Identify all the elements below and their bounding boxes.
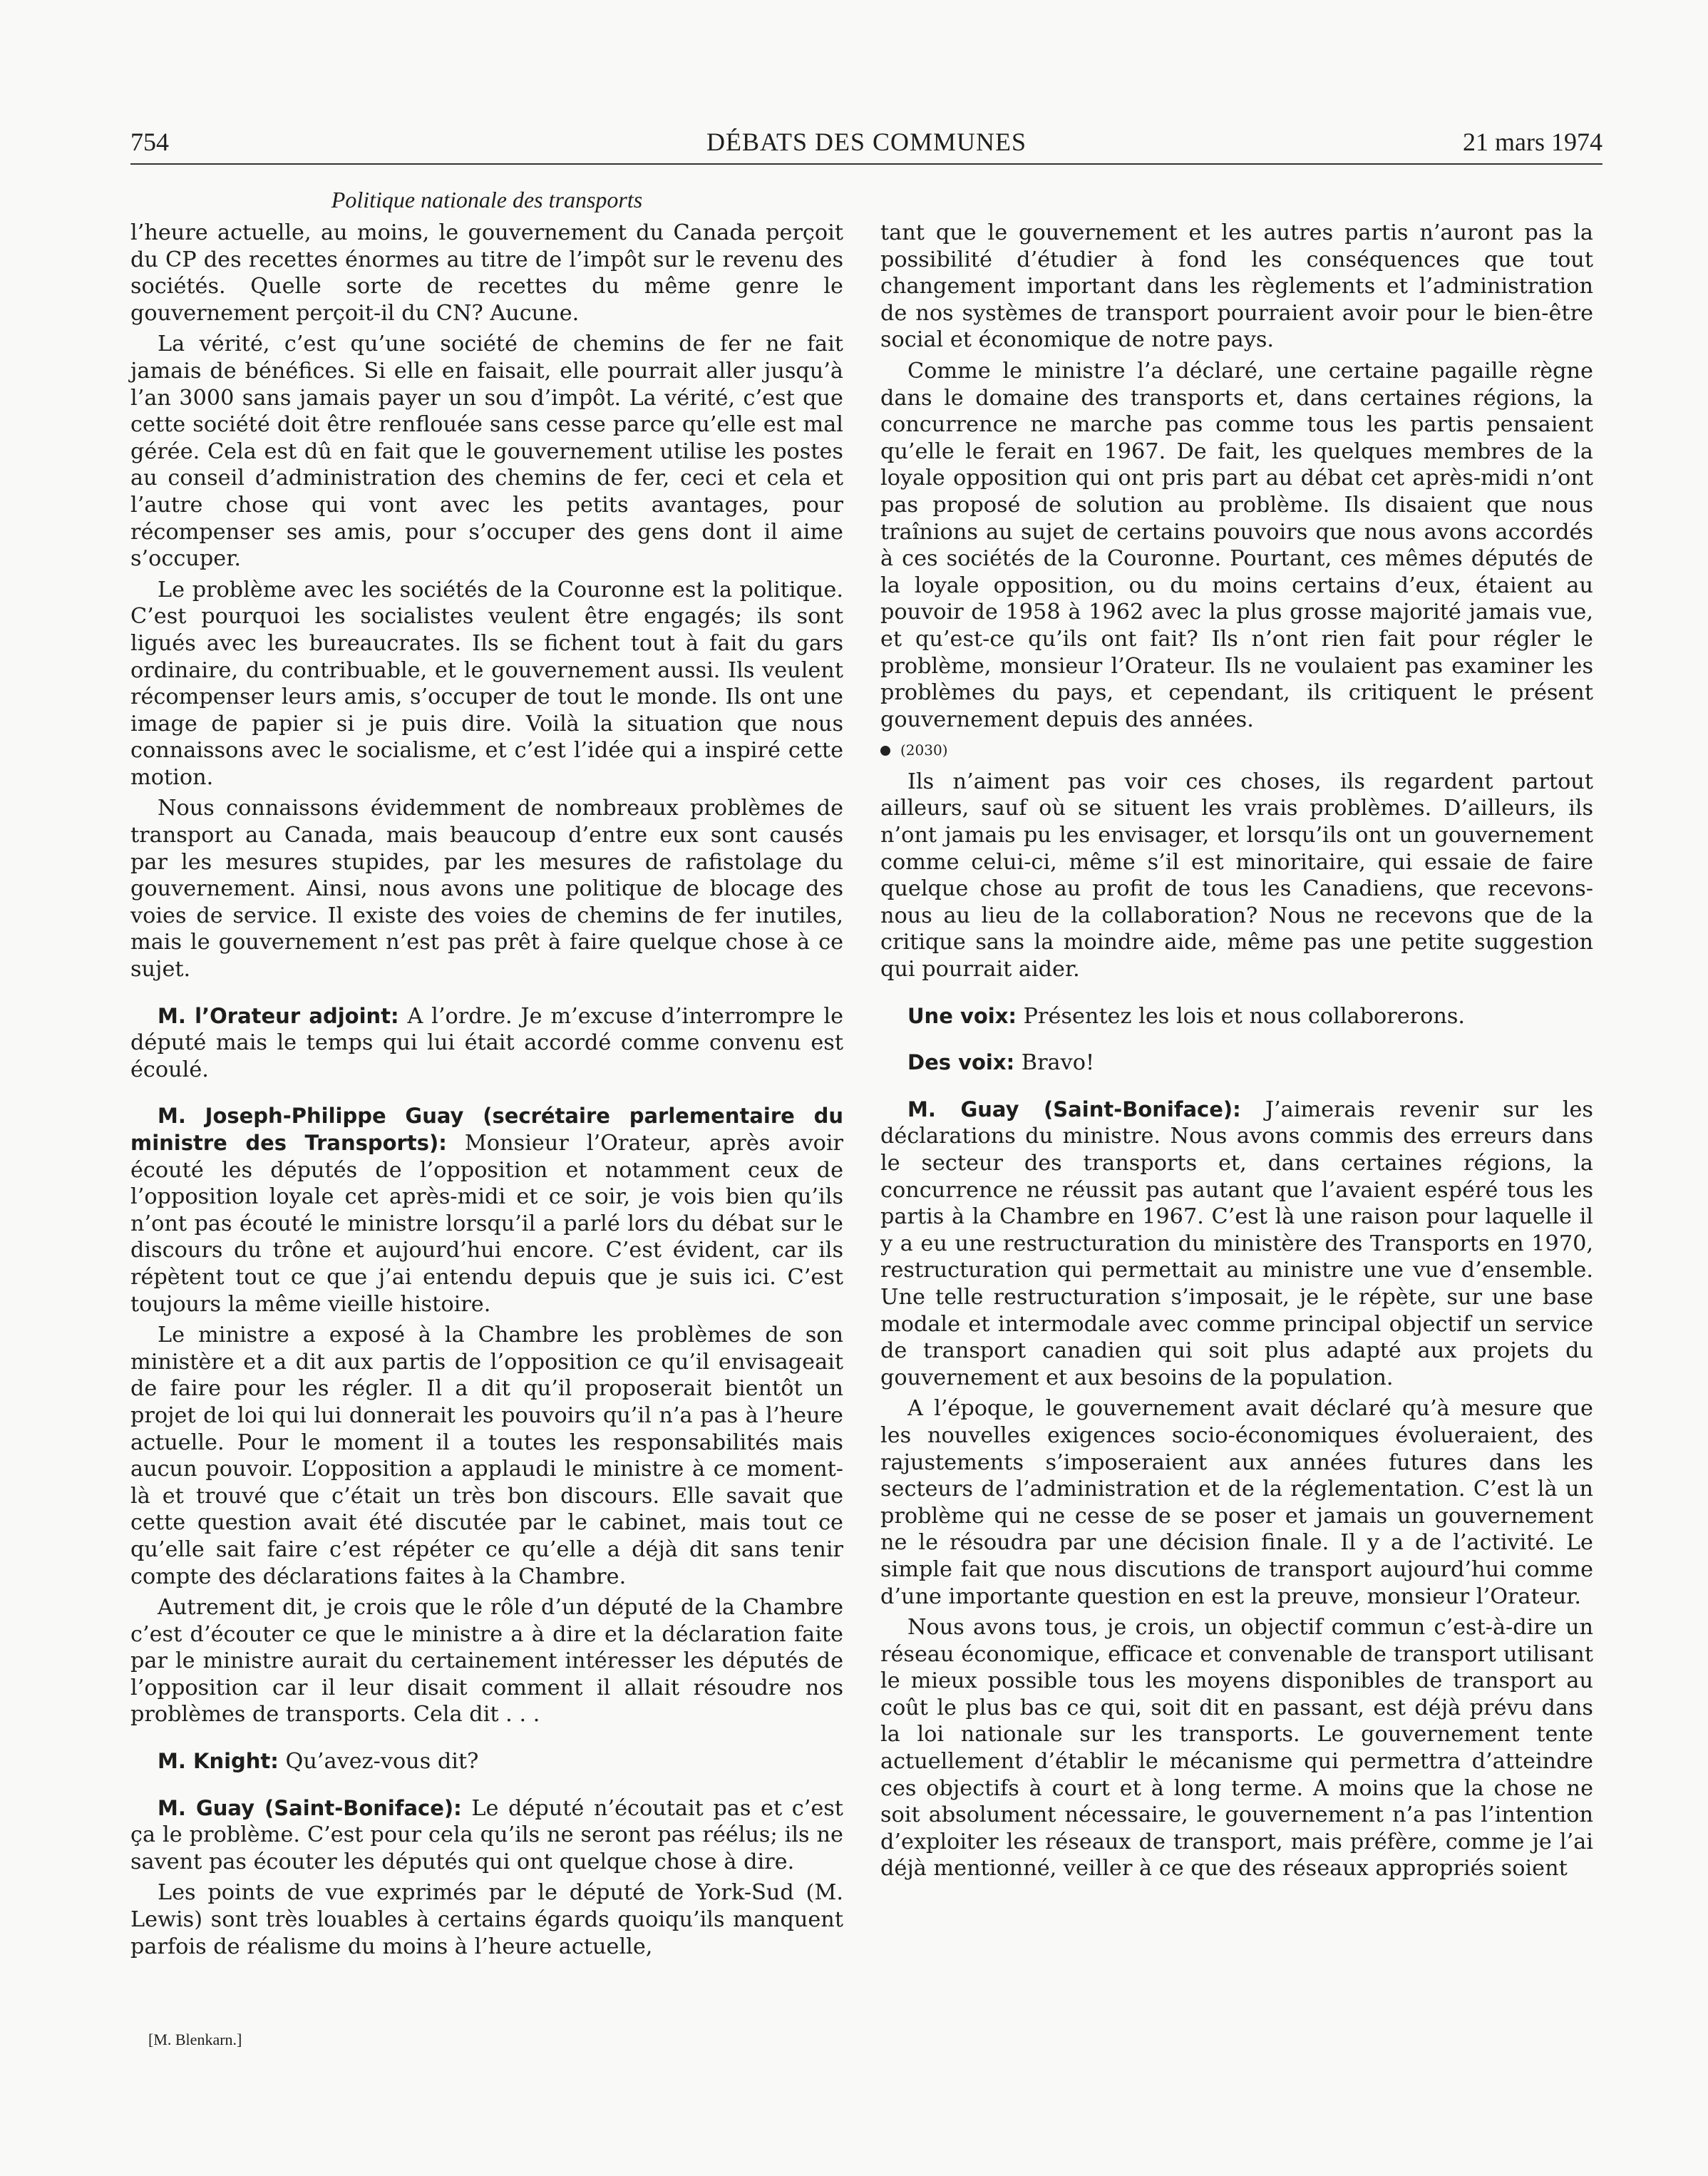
paragraph: Le ministre a exposé à la Chambre les problèmes de son ministère et a dit aux partis de l’opposition ce qu’il envisageait de faire pour les régler. Il a dit qu’il proposerait bientôt un projet de loi qui lui donnerait les pouvoirs qu’il n’a pas à l’heure actuelle. Pour le moment il a toutes les responsabilités mais aucun pouvoir. L’opposition a applaudi le ministre à ce moment-là et trouvé que c’était un très bon discours. Elle savait que cette question avait été discutée par le cabinet, mais tout ce qu’elle sait faire c’est répéter ce qu’elle a déjà dit sans tenir compte des déclarations faites à la Chambre. xyxy=(130,1323,843,1589)
paragraph: Nous connaissons évidemment de nombreaux problèmes de transport au Canada, mais beaucoup d’entre eux sont causés par les mesures stupides, par les mesures de rafistolage du gouvernement. Ainsi, nous avons une politique de blocage des voies de service. Il existe des voies de chemins de fer inutiles, mais le gouvernement n’est pas prêt à faire quelque chose à ce sujet. xyxy=(130,796,843,982)
paragraph: Autrement dit, je crois que le rôle d’un député de la Chambre c’est d’écouter ce que le ministre a à dire et la déclaration faite par le ministre aurait du certainement intéresser les députés de l’opposition car il leur disait comment il allait résoudre nos problèmes de transports. Cela dit . . . xyxy=(130,1595,843,1728)
paragraph: La vérité, c’est qu’une société de chemins de fer ne fait jamais de bénéfices. Si elle en faisait, elle pourrait aller jusqu’à l’an 3000 sans jamais payer un sou d’impôt. La vérité, c’est que cette société doit être renflouée sans cesse parce qu’elle est mal gérée. Cela est dû en fait que le gouvernement utilise les postes au conseil d’administration des chemins de fer, ceci et cela et l’autre chose qui vont avec les petits avantages, pour récompenser ses amis, pour s’occuper des gens dont il aime s’occuper. xyxy=(130,332,843,572)
bullet-icon xyxy=(880,746,890,756)
speech-paragraph xyxy=(880,1097,1593,1392)
subject-heading: Politique nationale des transports xyxy=(331,187,643,212)
page-header xyxy=(130,127,1602,164)
speech-paragraph xyxy=(130,1003,843,1084)
speech-paragraph xyxy=(130,1103,843,1318)
speaker-name: M. Guay (Saint-Boniface): xyxy=(907,1097,1241,1122)
page-number: 754 xyxy=(130,128,169,156)
speech-text: J’aimerais revenir sur les déclarations du ministre. Nous avons commis des erreurs dans le secteur des transports et, dans certaines régions, la concurrence ne réussit pas autant que l’avaient espéré tous les partis à la Chambre en 1967. C’est là une raison pour laquelle il y a eu une restructuration du ministère des Transports en 1970, restructuration qui permettait au ministre une vue d’ensemble. Une telle restructuration s’imposait, je le répète, sur une base modale et intermodale avec comme principal objectif un service de transport canadien qui soit plus adapté aux projets du gouvernement et aux besoins de la population. xyxy=(880,1097,1593,1390)
time-marker xyxy=(880,737,1593,764)
header-rule xyxy=(130,163,1602,165)
speech-text: Le député n’écoutait pas et c’est ça le problème. C’est pour cela qu’ils ne seront pas réélus; ils ne savent pas écouter les députés qui ont quelque chose à dire. xyxy=(130,1795,843,1874)
speech-paragraph xyxy=(130,1795,843,1876)
paragraph: Comme le ministre l’a déclaré, une certaine pagaille règne dans le domaine des transports et, dans certaines régions, la concurrence ne marche pas comme tous les partis pensaient qu’elle le ferait en 1967. De fait, les quelques membres de la loyale opposition qui ont pris part au débat cet après-midi n’ont pas proposé de solution au problème. Ils disaient que nous traînions au sujet de certains pouvoirs que nous avons accordés à ces sociétés de la Couronne. Pourtant, ces mêmes députés de la loyale opposition, ou du moins certains d’eux, étaient au pouvoir de 1958 à 1962 avec la plus grosse majorité jamais vue, et qu’est-ce qu’ils ont fait? Ils n’ont rien fait pour régler le problème, monsieur l’Orateur. Ils ne voulaient pas examiner les problèmes du pays, et cependant, ils critiquent le présent gouvernement depuis des années. xyxy=(880,358,1593,732)
speech-text: Présentez les lois et nous collaborerons. xyxy=(1017,1003,1466,1029)
left-column xyxy=(130,220,843,1964)
speaker-name: M. Knight: xyxy=(158,1749,279,1774)
right-column xyxy=(880,220,1593,1887)
paragraph: Ils n’aiment pas voir ces choses, ils regardent partout ailleurs, sauf où se situent les vrais problèmes. D’ailleurs, ils n’ont jamais pu les envisager, et lorsqu’ils ont un gouvernement comme celui-ci, même s’il est minoritaire, qui essaie de faire quelque chose au profit de tous les Canadiens, que recevons-nous au lieu de la collaboration? Nous ne recevons que de la critique sans la moindre aide, même pas une petite suggestion qui pourrait aider. xyxy=(880,769,1593,982)
page-date: 21 mars 1974 xyxy=(1463,128,1602,156)
speaker-attribution-note: [M. Blenkarn.] xyxy=(148,2031,242,2048)
speech-text: Monsieur l’Orateur, après avoir écouté les députés de l’opposition et notamment ceux de l’opposition loyale cet après-midi et ce soir, je vois bien qu’ils n’ont pas écouté le ministre lorsqu’il a parlé lors du débat sur le discours du trône et aujourd’hui encore. C’est évident, car ils répètent tout ce que j’ai entendu depuis que je suis ici. C’est toujours la même vieille histoire. xyxy=(130,1131,843,1317)
publication-title: DÉBATS DES COMMUNES xyxy=(706,128,1027,156)
paragraph: Le problème avec les sociétés de la Couronne est la politique. C’est pourquoi les socialistes veulent être engagés; ils sont ligués avec les bureaucrates. Ils se fichent tout à fait du gars ordinaire, du contribuable, et le gouvernement aussi. Ils veulent récompenser leurs amis, s’occuper de tout le monde. Ils ont une image de papier si je puis dire. Voilà la situation que nous connaissons avec le socialisme, et c’est l’idée qui a inspiré cette motion. xyxy=(130,577,843,790)
speech-text: A l’ordre. Je m’excuse d’interrompre le député mais le temps qui lui était accordé comme convenu est écoulé. xyxy=(130,1003,843,1082)
paragraph: tant que le gouvernement et les autres partis n’auront pas la possibilité d’étudier à fond les conséquences que tout changement important dans les règlements et l’administration de nos systèmes de transport pourraient avoir pour le bien-être social et économique de notre pays. xyxy=(880,220,1593,353)
speech-paragraph xyxy=(880,1003,1593,1030)
speech-text: Bravo! xyxy=(1014,1050,1095,1076)
paragraph: l’heure actuelle, au moins, le gouvernement du Canada perçoit du CP des recettes énormes au titre de l’impôt sur le revenu des sociétés. Quelle sorte de recettes du même genre le gouvernement perçoit-il du CN? Aucune. xyxy=(130,220,843,326)
paragraph: Les points de vue exprimés par le député de York-Sud (M. Lewis) sont très louables à certains égards quoiqu’ils manquent parfois de réalisme du moins à l’heure actuelle, xyxy=(130,1880,843,1959)
time-marker-text: (2030) xyxy=(900,741,948,759)
speaker-name: Des voix: xyxy=(907,1050,1015,1075)
speech-paragraph xyxy=(130,1748,843,1775)
paragraph: Nous avons tous, je crois, un objectif commun c’est-à-dire un réseau économique, efficace et convenable de transport utilisant le mieux possible tous les moyens disponibles de transport au coût le plus bas ce qui, soit dit en passant, est déjà prévu dans la loi nationale sur les transports. Le gouvernement tente actuellement d’établir le mécanisme qui permettra d’atteindre ces objectifs à court et à long terme. A moins que la chose ne soit absolument nécessaire, le gouvernement n’a pas l’intention d’exploiter les réseaux de transport, mais préfère, comme je l’ai déjà mentionné, veiller à ce que des réseaux appropriés soient xyxy=(880,1615,1593,1882)
paragraph: A l’époque, le gouvernement avait déclaré qu’à mesure que les nouvelles exigences socio-économiques évolueraient, des rajustements s’imposeraient aux années futures dans les secteurs de l’administration et de la réglementation. C’est là un problème qui ne cesse de se poser et jamais un gouvernement ne le résoudra par une décision finale. Il y a de l’activité. Le simple fait que nous discutions de transport aujourd’hui comme d’une importante question en est la preuve, monsieur l’Orateur. xyxy=(880,1396,1593,1609)
speech-text: Qu’avez-vous dit? xyxy=(278,1749,479,1775)
speaker-name: M. Guay (Saint-Boniface): xyxy=(158,1795,462,1820)
speaker-name: M. l’Orateur adjoint: xyxy=(158,1003,399,1028)
speaker-name: Une voix: xyxy=(907,1003,1017,1028)
speaker-name: M. Joseph-Philippe Guay (secrétaire parlementaire du ministre des Transports): xyxy=(130,1104,843,1155)
speech-paragraph xyxy=(880,1049,1593,1077)
